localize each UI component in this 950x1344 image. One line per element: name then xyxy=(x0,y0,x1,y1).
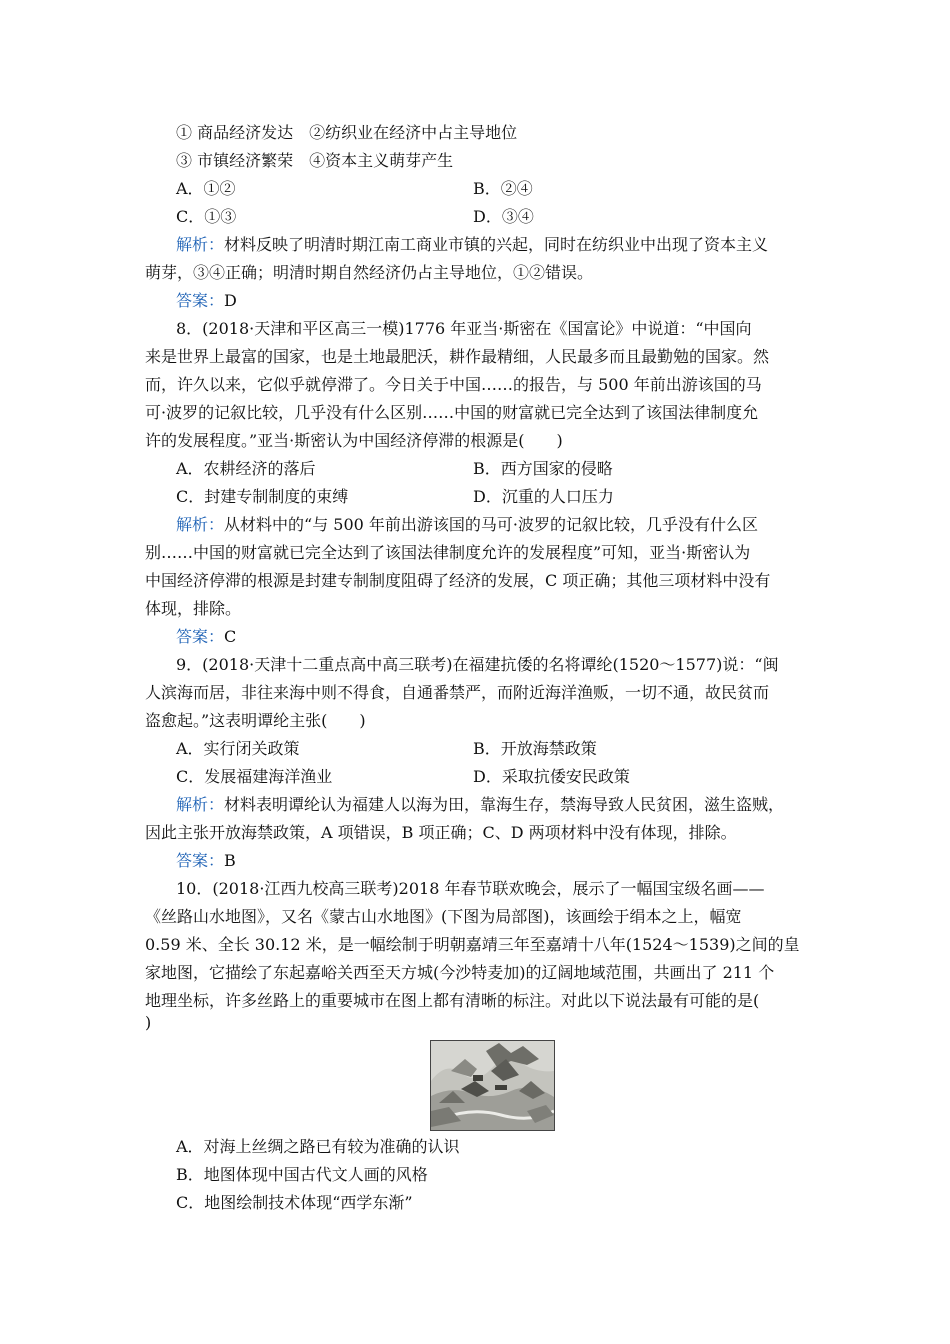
q8-explanation-line-3: 中国经济停滞的根源是封建专制制度阻碍了经济的发展，C 项正确；其他三项材料中没有 xyxy=(145,571,771,590)
q8-explanation-line-1 xyxy=(176,514,758,536)
q8-stem-line-1: 8．(2018·天津和平区高三一模)1776 年亚当·斯密在《国富论》中说道：“中国向 xyxy=(176,319,752,338)
q10-stem-line-5: 地理坐标，许多丝路上的重要城市在图上都有清晰的标注。对此以下说法最有可能的是( xyxy=(145,991,760,1010)
q8-stem-line-2: 来是世界上最富的国家，也是土地最肥沃，耕作最精细，人民最多而且最勤勉的国家。然 xyxy=(145,347,770,366)
q8-answer-value: C xyxy=(224,627,237,646)
q7-answer xyxy=(176,290,237,312)
q7-answer-label: 答案： xyxy=(176,291,225,310)
q7-explanation-line-2: 萌芽，③④正确；明清时期自然经济仍占主导地位，①②错误。 xyxy=(145,263,594,282)
q8-explanation-label: 解析： xyxy=(176,515,225,534)
q9-explanation-label: 解析： xyxy=(176,795,225,814)
q9-answer xyxy=(176,850,236,872)
q10-option-b: B．地图体现中国古代文人画的风格 xyxy=(176,1165,428,1184)
q8-explanation-text-1: 从材料中的“与 500 年前出游该国的马可·波罗的记叙比较，几乎没有什么区 xyxy=(224,515,758,534)
q9-option-b: B．开放海禁政策 xyxy=(473,739,597,758)
q7-option-c: C．①③ xyxy=(176,207,237,226)
q8-answer xyxy=(176,626,236,648)
q8-stem-line-3: 而，许久以来，它似乎就停滞了。今日关于中国……的报告，与 500 年前出游该国的马 xyxy=(145,375,762,394)
q7-option-b: B．②④ xyxy=(473,179,533,198)
q7-answer-value: D xyxy=(224,291,237,310)
q10-stem-line-3: 0.59 米、全长 30.12 米，是一幅绘制于明朝嘉靖三年至嘉靖十八年(1524～1539)之间的皇 xyxy=(145,935,800,954)
q7-explanation-line-1 xyxy=(176,234,768,256)
q9-option-d: D．采取抗倭安民政策 xyxy=(473,767,630,786)
q8-stem-line-5: 许的发展程度。”亚当·斯密认为中国经济停滞的根源是( ) xyxy=(145,431,563,450)
q9-option-a: A．实行闭关政策 xyxy=(176,739,300,758)
q9-explanation-line-1 xyxy=(176,794,784,816)
q7-option-a: A．①② xyxy=(176,179,236,198)
q9-answer-value: B xyxy=(224,851,236,870)
landscape-painting-graphic xyxy=(431,1041,554,1130)
q8-option-a: A．农耕经济的落后 xyxy=(176,459,316,478)
q8-option-c: C．封建专制制度的束缚 xyxy=(176,487,349,506)
q8-stem-line-4: 可·波罗的记叙比较，几乎没有什么区别……中国的财富就已完全达到了该国法律制度允 xyxy=(145,403,759,422)
q9-explanation-line-2: 因此主张开放海禁政策，A 项错误，B 项正确；C、D 两项材料中没有体现，排除。 xyxy=(145,823,737,842)
q7-items-line-1: ① 商品经济发达 ②纺织业在经济中占主导地位 xyxy=(176,123,518,142)
q7-option-d: D．③④ xyxy=(473,207,534,226)
q8-answer-label: 答案： xyxy=(176,627,225,646)
q10-option-a: A．对海上丝绸之路已有较为准确的认识 xyxy=(176,1137,460,1156)
q9-answer-label: 答案： xyxy=(176,851,225,870)
q8-explanation-line-4: 体现，排除。 xyxy=(145,599,242,618)
q10-stem-line-1: 10．(2018·江西九校高三联考)2018 年春节联欢晚会，展示了一幅国宝级名画—— xyxy=(176,879,765,898)
q10-option-c: C．地图绘制技术体现“西学东渐” xyxy=(176,1193,413,1212)
q7-items-line-2: ③ 市镇经济繁荣 ④资本主义萌芽产生 xyxy=(176,151,454,170)
q8-option-d: D．沉重的人口压力 xyxy=(473,487,614,506)
q10-stem-line-2: 《丝路山水地图》，又名《蒙古山水地图》(下图为局部图)，该画绘于绢本之上，幅宽 xyxy=(145,907,742,926)
q10-stem-line-6: ) xyxy=(145,1013,152,1032)
q9-stem-line-2: 人滨海而居，非往来海中则不得食，自通番禁严，而附近海洋渔贩，一切不通，故民贫而 xyxy=(145,683,770,702)
q8-option-b: B．西方国家的侵略 xyxy=(473,459,613,478)
q9-stem-line-3: 盗愈起。”这表明谭纶主张( ) xyxy=(145,711,366,730)
q7-explanation-label: 解析： xyxy=(176,235,225,254)
q9-stem-line-1: 9．(2018·天津十二重点高中高三联考)在福建抗倭的名将谭纶(1520～1577)说：“闽 xyxy=(176,655,779,674)
q10-stem-line-4: 家地图，它描绘了东起嘉峪关西至天方城(今沙特麦加)的辽阔地域范围，共画出了 211 个 xyxy=(145,963,775,982)
q7-explanation-text-1: 材料反映了明清时期江南工商业市镇的兴起，同时在纺织业中出现了资本主义 xyxy=(224,235,769,254)
silk-road-landscape-map-image xyxy=(430,1040,555,1131)
q9-explanation-text-1: 材料表明谭纶认为福建人以海为田，靠海生存，禁海导致人民贫困，滋生盗贼， xyxy=(224,795,785,814)
q8-explanation-line-2: 别……中国的财富就已完全达到了该国法律制度允许的发展程度”可知，亚当·斯密认为 xyxy=(145,543,751,562)
q9-option-c: C．发展福建海洋渔业 xyxy=(176,767,333,786)
